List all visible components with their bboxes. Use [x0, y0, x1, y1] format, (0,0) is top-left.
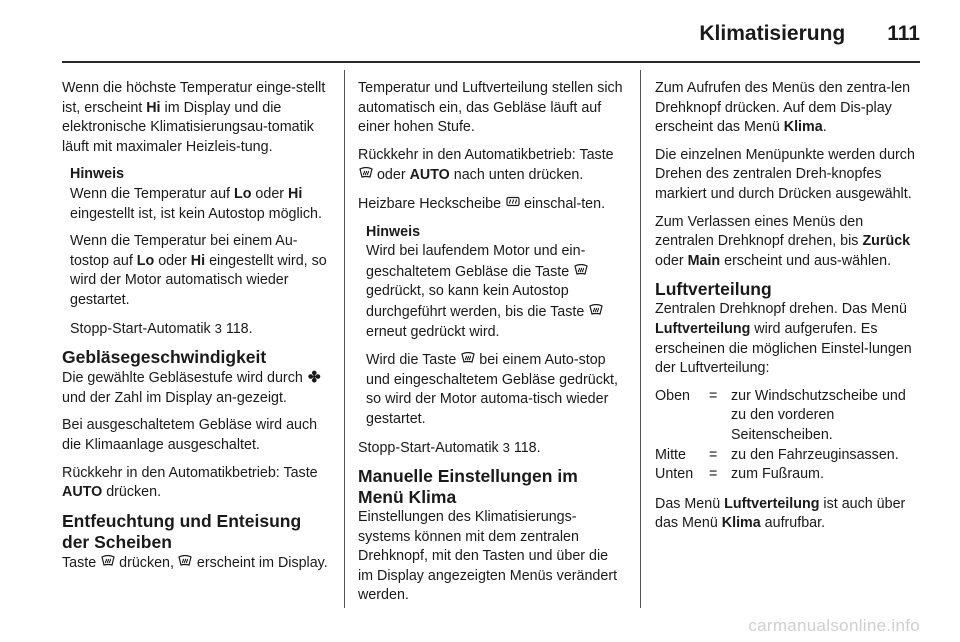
note-text: Stopp-Start-Automatik 3 118.: [70, 320, 253, 337]
section-heading: Manuelle Einstellungen im Menü Klima: [358, 466, 578, 508]
paragraph: Zum Aufrufen des Menüs den zentra-len Drehknopf drücken. Auf dem Dis-play erscheint das Menü Klima.: [655, 80, 911, 136]
section-heading: Gebläsegeschwindigkeit: [62, 347, 267, 368]
windshield-defrost-icon: [460, 350, 475, 370]
page-header: [699, 22, 920, 46]
column-divider: [640, 70, 641, 608]
column-2: [358, 79, 626, 614]
note-title: Hinweis: [70, 166, 125, 183]
watermark: carmanualsonline.info: [748, 616, 920, 635]
paragraph: Bei ausgeschaltetem Gebläse wird auch die Klimaanlage ausgeschaltet.: [62, 417, 318, 453]
note-text: Wird die Taste bei einem Auto-stop und eingeschaltetem Gebläse gedrückt, so wird der Motor automa-tisch wieder gestartet.: [366, 352, 618, 427]
paragraph: Taste drücken, erscheint im Display.: [62, 554, 328, 571]
windshield-defrost-icon: [100, 553, 115, 573]
paragraph: Stopp-Start-Automatik 3 118.: [358, 439, 541, 456]
table-row: Mitte = zu den Fahrzeuginsassen.: [655, 446, 899, 463]
windshield-defrost-icon: [573, 262, 588, 282]
windshield-defrost-icon: [588, 302, 603, 322]
paragraph: Rückkehr in den Automatikbetrieb: Taste AUTO drücken.: [62, 464, 318, 501]
note-text: Wird bei laufendem Motor und ein-geschaltetem Gebläse die Taste gedrückt, so kann kein Autostop durchgeführt werden, bis die Taste erneut gedrückt wird.: [366, 242, 626, 342]
section-heading: Luftverteilung: [655, 279, 772, 300]
paragraph: Das Menü Luftverteilung ist auch über das Menü Klima aufrufbar.: [655, 495, 906, 532]
column-divider: [344, 70, 345, 608]
paragraph: Zentralen Drehknopf drehen. Das Menü Luftverteilung wird aufgerufen. Es erscheinen die möglichen Einstel-lungen der Luftverteilung:: [655, 301, 912, 377]
paragraph: Heizbare Heckscheibe einschal-ten.: [358, 195, 606, 212]
paragraph: Temperatur und Luftverteilung stellen sich automatisch ein, das Gebläse läuft auf einer hohen Stufe.: [358, 80, 623, 136]
fan-icon: ✤: [307, 369, 321, 387]
air-distribution-table: [655, 387, 923, 485]
page-number: 111: [887, 22, 920, 45]
table-row: Oben = zur Windschutzscheibe und zu den vorderen Seitenscheiben.: [655, 387, 906, 443]
note-title: Hinweis: [366, 223, 421, 240]
column-1: [62, 79, 330, 581]
column-3: [655, 79, 923, 542]
note-box: [62, 165, 330, 339]
chapter-title: Klimatisierung: [699, 22, 846, 45]
paragraph: Einstellungen des Klimatisierungs-systems können mit dem zentralen Drehknopf, mit den Tasten und über die im Display angezeigten Menüs verändert werden.: [358, 509, 618, 604]
reference-arrow: 3: [214, 320, 222, 336]
note-box: [358, 223, 626, 430]
section-heading: Entfeuchtung und Enteisung der Scheiben: [62, 510, 302, 552]
note-text: Wenn die Temperatur bei einem Au-tostop auf Lo oder Hi eingestellt wird, so wird der Motor automatisch wieder gestartet.: [70, 233, 327, 308]
paragraph: Zum Verlassen eines Menüs den zentralen Drehknopf drehen, bis Zurück oder Main erscheint und aus-wählen.: [655, 213, 911, 269]
paragraph: Wenn die höchste Temperatur einge-stellt ist, erscheint Hi im Display und die elektronische Klimatisierungsau-tomatik läuft mit maximaler Heizleis-tung.: [62, 80, 326, 155]
note-text: Wenn die Temperatur auf Lo oder Hi eingestellt ist, ist kein Autostop möglich.: [70, 185, 322, 222]
paragraph: Die einzelnen Menüpunkte werden durch Drehen des zentralen Dreh-knopfes markiert und durch Drücken ausgewählt.: [655, 146, 915, 202]
paragraph: Rückkehr in den Automatikbetrieb: Taste oder AUTO nach unten drücken.: [358, 146, 614, 184]
rear-window-heating-icon: [505, 194, 520, 214]
reference-arrow: 3: [502, 439, 510, 455]
header-rule: [62, 61, 920, 63]
paragraph: Die gewählte Gebläsestufe wird durch ✤ und der Zahl im Display an-gezeigt.: [62, 369, 321, 406]
windshield-defrost-icon: [358, 165, 373, 185]
table-row: Unten = zum Fußraum.: [655, 466, 824, 483]
windshield-defrost-icon: [178, 553, 193, 573]
